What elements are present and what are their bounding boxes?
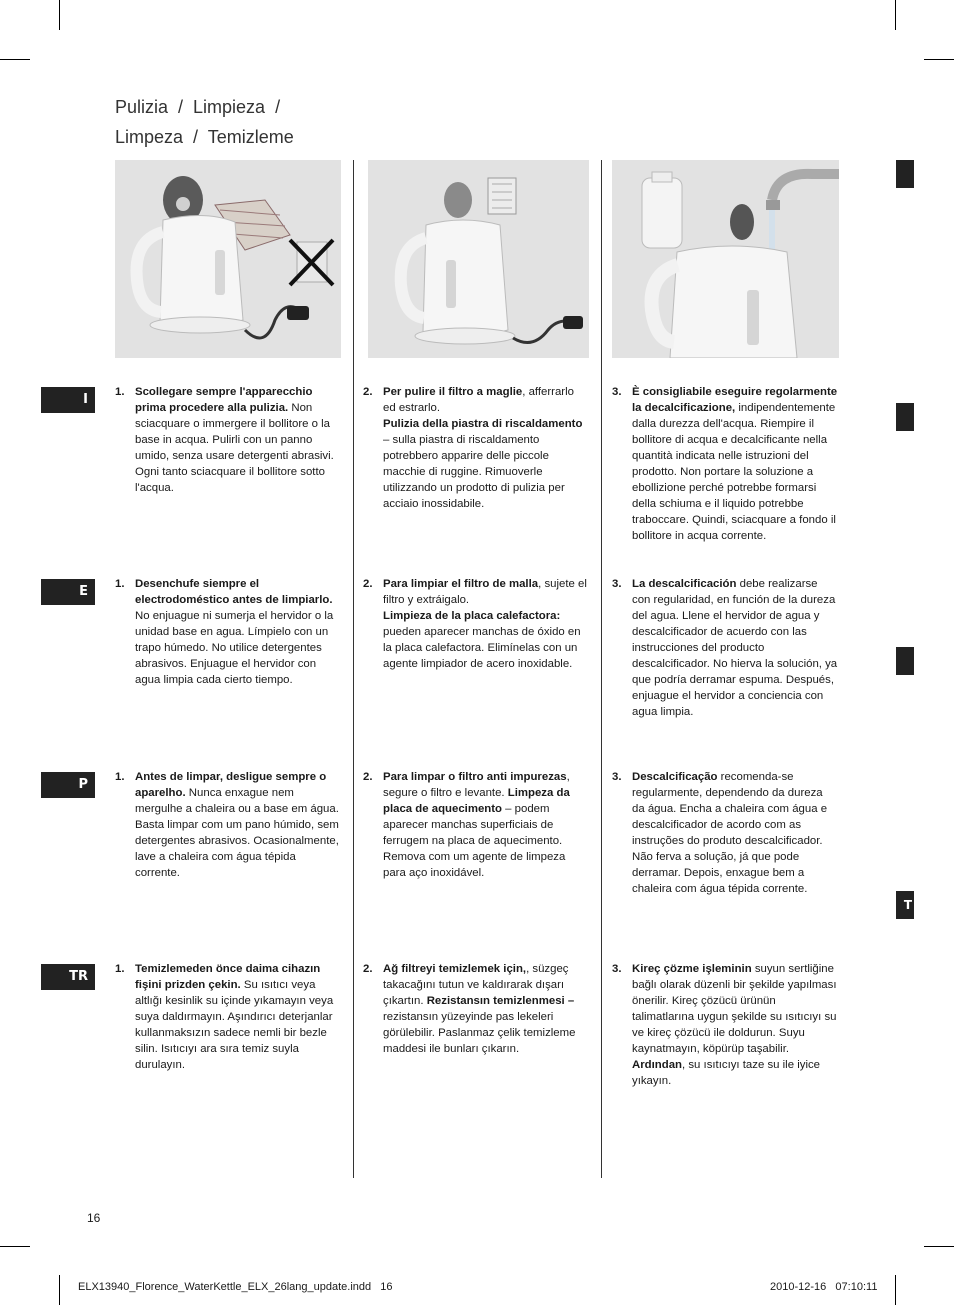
step-bold: Descalcificação (632, 771, 718, 783)
step-bold: Ağ filtreyi temizlemek için, (383, 963, 527, 975)
language-tab-tr: TR (41, 964, 95, 990)
step-bold-2: Pulizia della piastra di riscaldamento (383, 418, 583, 430)
edge-tab-tr: T (896, 891, 914, 919)
step-tr-1 (115, 961, 341, 1073)
kettle-filter-removal-illustration (368, 160, 589, 358)
page-title (115, 92, 475, 152)
step-text: suyun sertliğine bağlı olarak düzenli bir şekilde yapılması önerilir. Kireç çözücü ürünün talimatlarına uygun şekilde su ısıtıcıyı su ve kireç çözücü ile doldurun. Suyu kaynatmayın, köpürüp taşabilir. (632, 963, 837, 1055)
step-text: Su ısıtıcı veya altlığı kesinlik su içinde yıkamayın veya suya daldırmayın. Aşındırıcı deterjanlar kullanmaksızın sadece nemli bir bezle silin. Isıtıcıyı ara sıra temiz suyla durulayın. (135, 979, 334, 1071)
step-es-3 (612, 576, 838, 720)
title-line-2: Limpeza / Temizleme (115, 127, 294, 147)
edge-tab (896, 160, 914, 188)
step-number: 3. (612, 963, 622, 975)
step-bold: Temizlemeden önce daima cihazın fişini prizden çekin. (135, 963, 321, 991)
crop-mark (0, 1246, 30, 1247)
step-tr-2 (363, 961, 589, 1057)
step-text: recomenda-se regularmente, dependendo da dureza da água. Encha a chaleira com água e descalcificador de acordo com as instruções do produto descalcificador. Não ferva a solução, já que pode derramar. Depois, enxague bem a chaleira com água tépida corrente. (632, 771, 828, 895)
step-number: 1. (115, 386, 125, 398)
step-bold: Antes de limpar, desligue sempre o aparelho. (135, 771, 327, 799)
step-bold: Para limpiar el filtro de malla (383, 578, 539, 590)
step-bold: È consigliabile eseguire regolarmente la decalcificazione, (632, 386, 838, 414)
step-es-2 (363, 576, 589, 672)
step-text-2: , su ısıtıcıyı taze su ile iyice yıkayın. (632, 1059, 821, 1087)
step-text: indipendentemente dalla durezza dell'acqua. Riempire il bollitore di acqua e decalcificante nella quantità indicata nelle istruzioni del prodotto. Non portare la soluzione a ebollizione perché potrebbe formarsi della schiuma e il liquido potrebbe traboccare. Quindi, sciacquare a fondo il bollitore in acqua corrente. (632, 402, 836, 542)
edge-tab (896, 403, 914, 431)
edge-tab (896, 647, 914, 675)
step-text-2: – sulla piastra di riscaldamento potrebbero apparire delle piccole macchie di ruggine. Rimuoverle utilizzando un prodotto di pulizia per acciaio inossidabile. (383, 434, 565, 510)
step-number: 3. (612, 578, 622, 590)
step-number: 1. (115, 963, 125, 975)
step-number: 2. (363, 578, 373, 590)
step-number: 2. (363, 386, 373, 398)
kettle-descaling-tap-illustration (612, 160, 839, 358)
step-text: , süzgeç takacağını tutun ve kaldırarak dışarı çıkartın. (383, 963, 569, 1007)
crop-mark (59, 1275, 60, 1305)
language-tab-es: E (41, 579, 95, 605)
step-es-1 (115, 576, 341, 688)
kettle-wipe-cloth-no-immerse-illustration (115, 160, 341, 358)
step-bold: Kireç çözme işleminin (632, 963, 752, 975)
step-text: Nunca enxague nem mergulhe a chaleira ou a base em água. Basta limpar com um pano húmido, sem detergentes abrasivos. Ocasionalmente, lave a chaleira com água tépida corrente. (135, 787, 339, 879)
column-divider (353, 160, 354, 1178)
crop-mark (895, 0, 896, 30)
crop-mark (924, 59, 954, 60)
step-number: 1. (115, 771, 125, 783)
crop-mark (0, 59, 30, 60)
title-line-1: Pulizia / Limpieza / (115, 97, 281, 117)
step-number: 1. (115, 578, 125, 590)
step-text: Non sciacquare o immergere il bollitore o la base in acqua. Pulirli con un panno umido, senza usare detergenti abrasivi. Ogni tanto sciacquare il bollitore sotto l'acqua. (135, 402, 334, 494)
page-number: 16 (87, 1211, 101, 1225)
step-pt-1 (115, 769, 341, 881)
step-bold: Per pulire il filtro a maglie (383, 386, 523, 398)
step-number: 2. (363, 963, 373, 975)
step-text: debe realizarse con regularidad, en función de la dureza del agua. Llene el hervidor de agua y descalcificador de acuerdo con las instrucciones del producto descalcificador. No hierva la solución, ya que podría derramar espuma. Después, enjuague el hervidor a conciencia con agua limpia. (632, 578, 838, 718)
step-it-1 (115, 384, 341, 496)
step-number: 3. (612, 386, 622, 398)
step-bold-2: Limpeza da placa de aquecimento (383, 787, 570, 815)
step-number: 3. (612, 771, 622, 783)
step-tr-3 (612, 961, 838, 1089)
step-text: , afferrarlo ed estrarlo. (383, 386, 574, 414)
footer-filename: ELX13940_Florence_WaterKettle_ELX_26lang_update.indd 16 (78, 1281, 393, 1293)
step-bold: Scollegare sempre l'apparecchio prima procedere alla pulizia. (135, 386, 313, 414)
step-bold-2: Rezistansın temizlenmesi – (426, 995, 575, 1007)
crop-mark (924, 1246, 954, 1247)
step-it-3 (612, 384, 838, 544)
step-bold-2: Limpieza de la placa calefactora: (383, 610, 561, 622)
step-bold: La descalcificación (632, 578, 737, 590)
step-number: 2. (363, 771, 373, 783)
language-tab-it: I (41, 387, 95, 413)
step-text-2: rezistansın yüzeyinde pas lekeleri görülebilir. Paslanmaz çelik temizleme maddesi ile bunları çıkarın. (383, 1011, 576, 1055)
step-text-2: pueden aparecer manchas de óxido en la placa calefactora. Elimínelas con un agente limpiador de acero inoxidable. (383, 626, 581, 670)
step-bold: Para limpar o filtro anti impurezas (383, 771, 567, 783)
step-it-2 (363, 384, 589, 512)
step-text: No enjuague ni sumerja el hervidor o la unidad base en agua. Límpielo con un trapo húmedo. No utilice detergentes abrasivos. Enjuague el hervidor con agua limpia cada cierto tiempo. (135, 610, 334, 686)
step-text: , sujete el filtro y extráigalo. (383, 578, 587, 606)
step-text: , segure o filtro e levante. (383, 771, 570, 799)
language-tab-pt: P (41, 772, 95, 798)
column-divider (601, 160, 602, 1178)
footer-timestamp: 2010-12-16 07:10:11 (770, 1281, 878, 1293)
crop-mark (59, 0, 60, 30)
step-bold: Desenchufe siempre el electrodoméstico antes de limpiarlo. (135, 578, 333, 606)
step-bold-2: Ardından (632, 1059, 682, 1071)
step-pt-3 (612, 769, 838, 897)
step-pt-2 (363, 769, 589, 881)
crop-mark (895, 1275, 896, 1305)
step-text-2: – podem aparecer manchas superficiais de ferrugem na placa de aquecimento. Remova com um agente de limpeza para aço inoxidável. (383, 803, 566, 879)
